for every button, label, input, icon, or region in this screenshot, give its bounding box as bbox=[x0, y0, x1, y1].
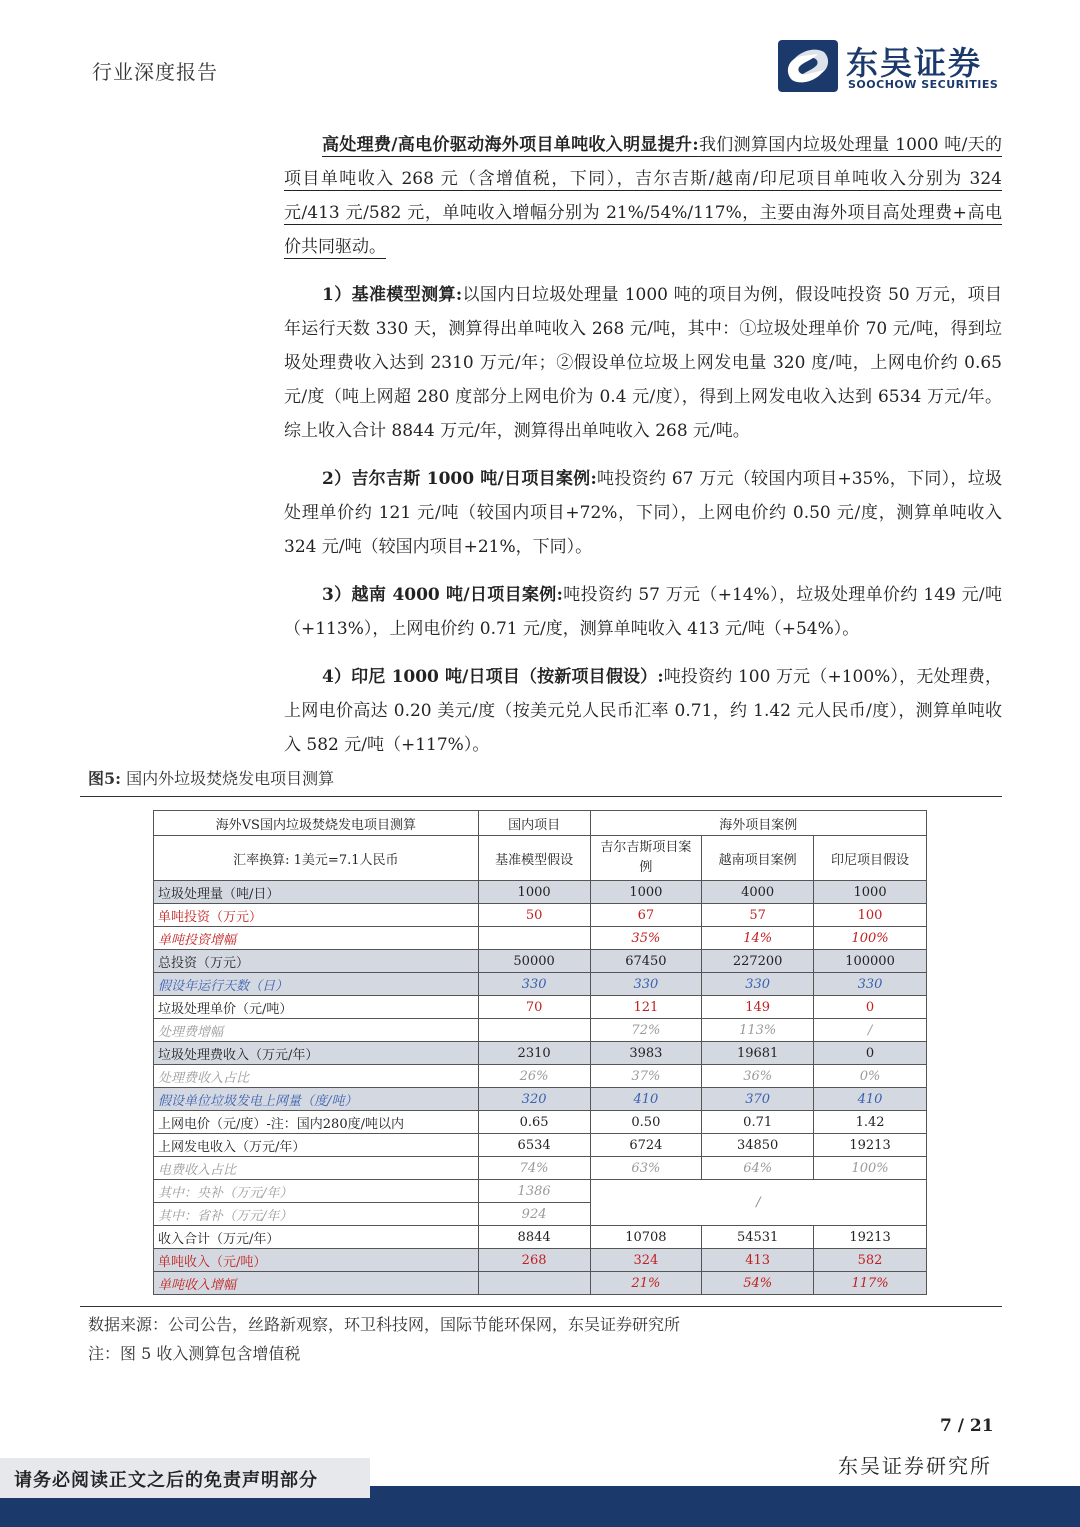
table-cell: 54531 bbox=[702, 1226, 814, 1249]
table-cell: 117% bbox=[814, 1272, 927, 1295]
soochow-logo-icon bbox=[778, 40, 838, 92]
row-label: 处理费增幅 bbox=[154, 1019, 479, 1042]
paragraph-baseline-text: 以国内日垃圾处理量 1000 吨的项目为例，假设吨投资 50 万元，项目年运行天数 330 天，测算得出单吨收入 268 元/吨，其中：①垃圾处理单价 70 元/吨，得到垃圾处理费收入达到 2310 万元/年；②假设单位垃圾上网发电量 320 度/吨，上网电价约 0.65 元/度（吨上网超 280 度部分上网电价为 0.4 元/度），得到上网发电收入达到 6534 万元/年。综上收入合计 8844 万元/年，测算得出单吨收入 268 元/吨。 bbox=[284, 285, 1002, 441]
paragraph-kyrgyzstan-text: 吨投资约 67 万元（较国内项目+35%，下同），垃圾处理单价约 121 元/吨（较国内项目+72%，下同），上网电价约 0.50 元/度，测算单吨收入 324 元/吨（较国内项目+21%，下同）。 bbox=[284, 469, 1002, 557]
paragraph-vietnam-lead: 3）越南 4000 吨/日项目案例: bbox=[322, 585, 563, 605]
paragraph-baseline-lead: 1）基准模型测算: bbox=[322, 285, 463, 305]
table-cell: 227200 bbox=[702, 950, 814, 973]
paragraph-vietnam-text: 吨投资约 57 万元（+14%），垃圾处理单价约 149 元/吨（+113%），上网电价约 0.71 元/度，测算单吨收入 413 元/吨（+54%）。 bbox=[284, 585, 1003, 639]
table-cell: 1000 bbox=[590, 881, 702, 904]
table-row bbox=[154, 973, 927, 996]
table-cell: 370 bbox=[702, 1088, 814, 1111]
table-row bbox=[154, 1226, 927, 1249]
table-cell: 2310 bbox=[478, 1042, 590, 1065]
table-row bbox=[154, 1111, 927, 1134]
disclaimer-text: 请务必阅读正文之后的免责声明部分 bbox=[14, 1470, 318, 1491]
row-label: 假设单位垃圾发电上网量（度/吨） bbox=[154, 1088, 479, 1111]
row-label: 电费收入占比 bbox=[154, 1157, 479, 1180]
row-label: 单吨收入增幅 bbox=[154, 1272, 479, 1295]
table-cell: 19213 bbox=[814, 1134, 927, 1157]
table-row bbox=[154, 1180, 927, 1203]
table-row bbox=[154, 1134, 927, 1157]
merged-subsidy-cell: / bbox=[590, 1180, 926, 1226]
table-cell: 121 bbox=[590, 996, 702, 1019]
table-cell: 3983 bbox=[590, 1042, 702, 1065]
page-number: 7 / 21 bbox=[940, 1416, 994, 1436]
table-cell: 1000 bbox=[814, 881, 927, 904]
paragraph-vietnam bbox=[284, 578, 1002, 646]
table-header-cell: 吉尔吉斯项目案例 bbox=[590, 836, 702, 881]
table-cell: 100 bbox=[814, 904, 927, 927]
paragraph-indonesia-text: 吨投资约 100 万元（+100%），无处理费，上网电价高达 0.20 美元/度（按美元兑人民币汇率 0.71，约 1.42 元人民币/度），测算单吨收入 582 元/吨（+117%）。 bbox=[284, 667, 1002, 755]
figure-note: 注：图 5 收入测算包含增值税 bbox=[88, 1344, 301, 1363]
table-cell: 268 bbox=[478, 1249, 590, 1272]
table-cell: 410 bbox=[814, 1088, 927, 1111]
figure-top-rule bbox=[80, 796, 1002, 797]
table-header-cell: 越南项目案例 bbox=[702, 836, 814, 881]
figure-title: 国内外垃圾焚烧发电项目测算 bbox=[126, 769, 335, 788]
figure-caption bbox=[88, 766, 334, 789]
research-institute-name: 东吴证券研究所 bbox=[838, 1454, 992, 1478]
paragraph-kyrgyzstan-lead: 2）吉尔吉斯 1000 吨/日项目案例: bbox=[322, 469, 597, 489]
table-row bbox=[154, 904, 927, 927]
table-cell: 57 bbox=[702, 904, 814, 927]
paragraph-summary bbox=[284, 128, 1002, 264]
table-cell bbox=[478, 1272, 590, 1295]
table-cell: 19213 bbox=[814, 1226, 927, 1249]
logo-chinese-name: 东吴证券 bbox=[846, 44, 983, 82]
table-header-cell: 印尼项目假设 bbox=[814, 836, 927, 881]
table-header-cell: 海外项目案例 bbox=[590, 811, 926, 836]
row-label: 处理费收入占比 bbox=[154, 1065, 479, 1088]
table-cell: 67 bbox=[590, 904, 702, 927]
table-header-cell: 海外VS国内垃圾焚烧发电项目测算 bbox=[154, 811, 479, 836]
row-label: 单吨投资增幅 bbox=[154, 927, 479, 950]
figure-bottom-rule bbox=[80, 1306, 1002, 1307]
table-cell: 324 bbox=[590, 1249, 702, 1272]
table-row bbox=[154, 927, 927, 950]
table-header-cell: 汇率换算: 1美元=7.1人民币 bbox=[154, 836, 479, 881]
table-cell: 6534 bbox=[478, 1134, 590, 1157]
table-cell bbox=[478, 1019, 590, 1042]
table-row bbox=[154, 1088, 927, 1111]
table-cell: 26% bbox=[478, 1065, 590, 1088]
table-row bbox=[154, 1065, 927, 1088]
table-cell: 64% bbox=[702, 1157, 814, 1180]
table-cell: 63% bbox=[590, 1157, 702, 1180]
project-comparison-table bbox=[153, 810, 927, 1295]
table-cell: 330 bbox=[814, 973, 927, 996]
row-label: 总投资（万元） bbox=[154, 950, 479, 973]
table-cell: 72% bbox=[590, 1019, 702, 1042]
table-cell: 0.65 bbox=[478, 1111, 590, 1134]
table-cell: 413 bbox=[702, 1249, 814, 1272]
table-cell: 14% bbox=[702, 927, 814, 950]
paragraph-summary-lead: 高处理费/高电价驱动海外项目单吨收入明显提升: bbox=[322, 135, 699, 155]
table-cell: 34850 bbox=[702, 1134, 814, 1157]
table-cell: 1386 bbox=[478, 1180, 590, 1203]
table-header-row bbox=[154, 836, 927, 881]
table-cell: 582 bbox=[814, 1249, 927, 1272]
table-row bbox=[154, 1272, 927, 1295]
table-header-row bbox=[154, 811, 927, 836]
table-row bbox=[154, 881, 927, 904]
report-type-label: 行业深度报告 bbox=[92, 60, 218, 84]
row-label: 垃圾处理量（吨/日） bbox=[154, 881, 479, 904]
table-cell: 0% bbox=[814, 1065, 927, 1088]
paragraph-indonesia bbox=[284, 660, 1002, 762]
paragraph-baseline-model bbox=[284, 278, 1002, 448]
table-cell: 54% bbox=[702, 1272, 814, 1295]
row-label: 垃圾处理单价（元/吨） bbox=[154, 996, 479, 1019]
row-label: 单吨收入（元/吨） bbox=[154, 1249, 479, 1272]
table-cell: 320 bbox=[478, 1088, 590, 1111]
row-label: 其中：央补（万元/年） bbox=[154, 1180, 479, 1203]
table-cell: 35% bbox=[590, 927, 702, 950]
table-cell: 113% bbox=[702, 1019, 814, 1042]
table-cell: / bbox=[814, 1019, 927, 1042]
logo-english-name: SOOCHOW SECURITIES bbox=[848, 78, 999, 91]
table-cell: 0 bbox=[814, 996, 927, 1019]
table-cell: 4000 bbox=[702, 881, 814, 904]
table-row bbox=[154, 950, 927, 973]
table-cell: 74% bbox=[478, 1157, 590, 1180]
table-cell: 8844 bbox=[478, 1226, 590, 1249]
table-cell: 410 bbox=[590, 1088, 702, 1111]
table-row bbox=[154, 1042, 927, 1065]
table-header-cell: 国内项目 bbox=[478, 811, 590, 836]
table-cell: 149 bbox=[702, 996, 814, 1019]
table-cell: 330 bbox=[478, 973, 590, 996]
brand-logo bbox=[778, 40, 1003, 96]
table-cell: 330 bbox=[590, 973, 702, 996]
row-label: 上网发电收入（万元/年） bbox=[154, 1134, 479, 1157]
table-cell: 100000 bbox=[814, 950, 927, 973]
table-row bbox=[154, 1019, 927, 1042]
row-label: 单吨投资（万元） bbox=[154, 904, 479, 927]
row-label: 收入合计（万元/年） bbox=[154, 1226, 479, 1249]
paragraph-summary-text: 我们测算国内垃圾处理量 1000 吨/天的项目单吨收入 268 元（含增值税，下同），吉尔吉斯/越南/印尼项目单吨收入分别为 324 元/413 元/582 元，单吨收入增幅分别为 21%/54%/117%，主要由海外项目高处理费+高电价共同驱动。 bbox=[284, 135, 1002, 257]
table-cell: 6724 bbox=[590, 1134, 702, 1157]
row-label: 上网电价（元/度）-注：国内280度/吨以内 bbox=[154, 1111, 479, 1134]
table-cell: 100% bbox=[814, 1157, 927, 1180]
data-source: 数据来源：公司公告，丝路新观察，环卫科技网，国际节能环保网，东吴证券研究所 bbox=[88, 1315, 681, 1334]
table-cell: 50000 bbox=[478, 950, 590, 973]
table-cell: 0.50 bbox=[590, 1111, 702, 1134]
row-label: 垃圾处理费收入（万元/年） bbox=[154, 1042, 479, 1065]
table-cell: 1.42 bbox=[814, 1111, 927, 1134]
table-row bbox=[154, 1249, 927, 1272]
figure-number: 图5: bbox=[88, 769, 122, 788]
table-cell: 19681 bbox=[702, 1042, 814, 1065]
table-cell: 70 bbox=[478, 996, 590, 1019]
table-cell: 10708 bbox=[590, 1226, 702, 1249]
table-cell: 21% bbox=[590, 1272, 702, 1295]
table-cell: 330 bbox=[702, 973, 814, 996]
table-cell: 50 bbox=[478, 904, 590, 927]
table-cell: 36% bbox=[702, 1065, 814, 1088]
paragraph-kyrgyzstan bbox=[284, 462, 1002, 564]
table-cell: 67450 bbox=[590, 950, 702, 973]
table-cell: 924 bbox=[478, 1203, 590, 1226]
paragraph-indonesia-lead: 4）印尼 1000 吨/日项目（按新项目假设）: bbox=[322, 667, 664, 687]
table-cell: 0.71 bbox=[702, 1111, 814, 1134]
table-row bbox=[154, 996, 927, 1019]
row-label: 其中：省补（万元/年） bbox=[154, 1203, 479, 1226]
table-header-cell: 基准模型假设 bbox=[478, 836, 590, 881]
table-cell: 1000 bbox=[478, 881, 590, 904]
table-cell: 37% bbox=[590, 1065, 702, 1088]
row-label: 假设年运行天数（日） bbox=[154, 973, 479, 996]
table-cell bbox=[478, 927, 590, 950]
table-cell: 100% bbox=[814, 927, 927, 950]
table-row bbox=[154, 1157, 927, 1180]
table-cell: 0 bbox=[814, 1042, 927, 1065]
